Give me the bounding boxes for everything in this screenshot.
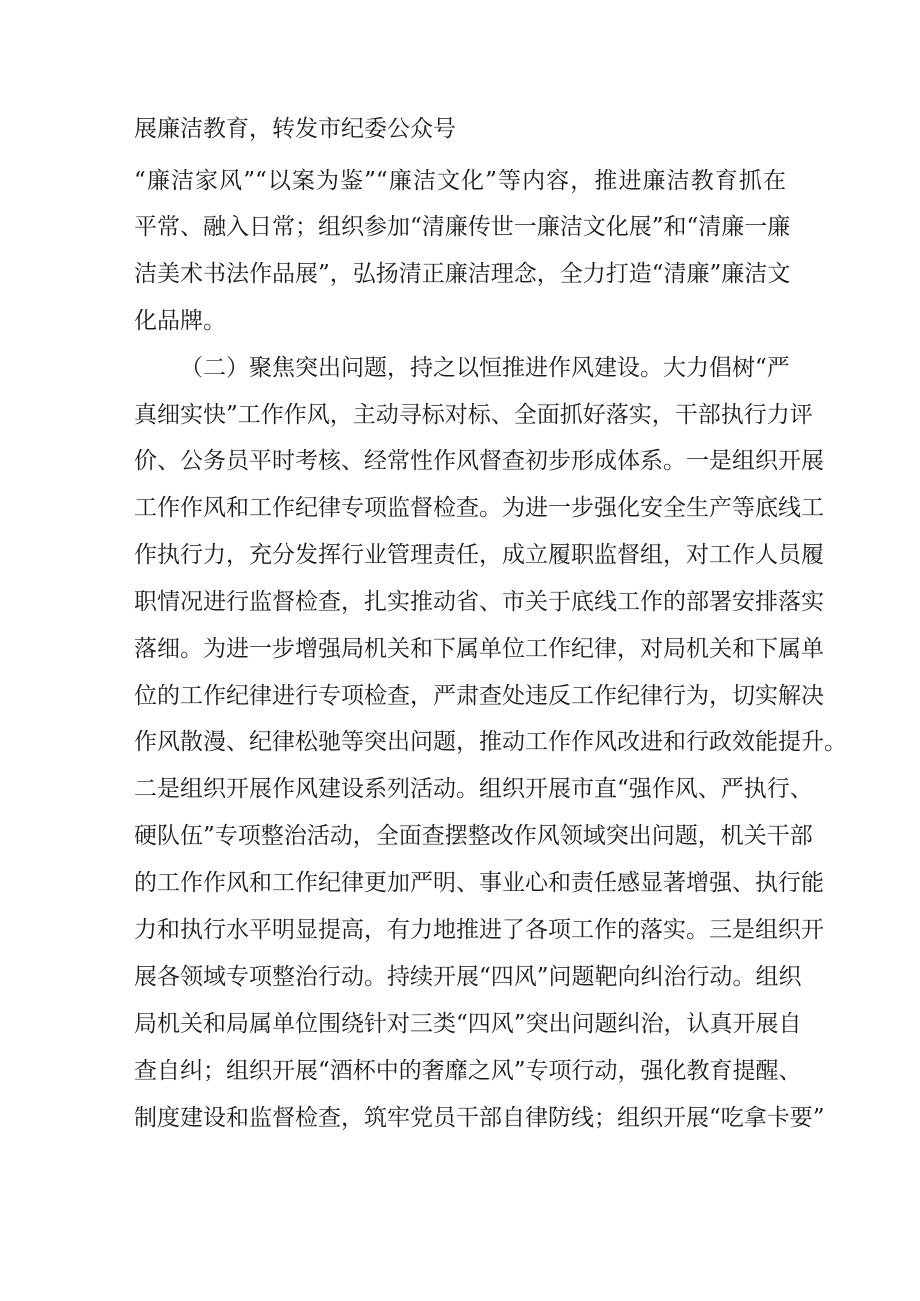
text-line: 的工作作风和工作纪律更加严明、事业心和责任感显著增强、执行能 [134, 870, 824, 896]
text-line: 展廉洁教育，转发市纪委公众号 [134, 116, 456, 142]
text-line: 二是组织开展作风建设系列活动。组织开展市直“强作风、严执行、 [134, 776, 813, 802]
text-line: 真细实快”工作作风，主动寻标对标、全面抓好落实，干部执行力评 [134, 402, 813, 428]
text-line: 局机关和局属单位围绕针对三类“四风”突出问题纠治，认真开展自 [134, 1011, 802, 1037]
paragraph-heading-line: （二）聚焦突出问题，持之以恒推进作风建设。大力倡树“严 [180, 355, 790, 381]
text-line: 作风散漫、纪律松驰等突出问题，推动工作作风改进和行政效能提升。 [134, 729, 847, 755]
text-line: 查自纠；组织开展“酒杯中的奢靡之风”专项行动，强化教育提醒、 [134, 1058, 802, 1084]
text-line: 价、公务员平时考核、经常性作风督查初步形成体系。一是组织开展 [134, 448, 824, 474]
text-line: “廉洁家风”“以案为鉴”“廉洁文化”等内容，推进廉洁教育抓在 [134, 168, 786, 194]
text-line: 化品牌。 [134, 308, 226, 334]
text-line: 位的工作纪律进行专项检查，严肃查处违反工作纪律行为，切实解决 [134, 683, 824, 709]
text-line: 制度建设和监督检查，筑牢党员干部自律防线；组织开展“吃拿卡要” [134, 1105, 825, 1131]
text-line: 作执行力，充分发挥行业管理责任，成立履职监督组，对工作人员履 [134, 542, 824, 568]
text-line: 工作作风和工作纪律专项监督检查。为进一步强化安全生产等底线工 [134, 495, 824, 521]
text-line: 展各领域专项整治行动。持续开展“四风”问题靶向纠治行动。组织 [134, 964, 802, 990]
text-line: 洁美术书法作品展”，弘扬清正廉洁理念，全力打造“清廉”廉洁文 [134, 261, 791, 287]
text-line: 职情况进行监督检查，扎实推动省、市关于底线工作的部署安排落实 [134, 589, 824, 615]
text-line: 平常、融入日常；组织参加“清廉传世一廉洁文化展”和“清廉一廉 [134, 214, 791, 240]
text-line: 落细。为进一步增强局机关和下属单位工作纪律，对局机关和下属单 [134, 636, 824, 662]
text-line: 力和执行水平明显提高，有力地推进了各项工作的落实。三是组织开 [134, 917, 824, 943]
text-line: 硬队伍”专项整治活动，全面查摆整改作风领域突出问题，机关干部 [134, 823, 813, 849]
